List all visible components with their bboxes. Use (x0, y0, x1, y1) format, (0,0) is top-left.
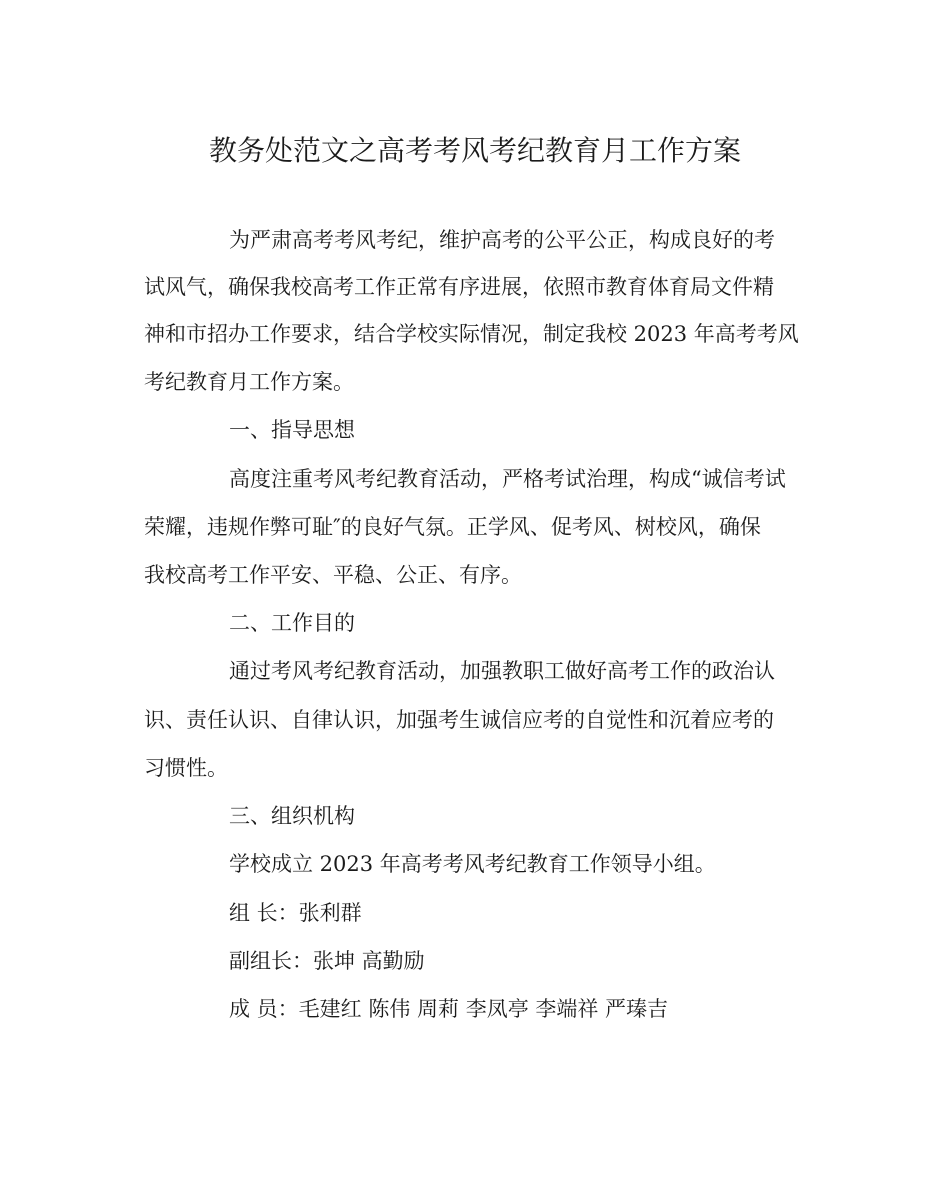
section-heading-work-goals: 二、工作目的 (229, 611, 355, 635)
team-deputy-line: 副组长：张坤 高勤励 (229, 949, 425, 973)
section1-line-3: 我校高考工作平安、平稳、公正、有序。 (144, 563, 522, 587)
document-title: 教务处范文之高考考风考纪教育月工作方案 (208, 134, 741, 167)
section1-line-2: 荣耀，违规作弊可耻″的良好气氛。正学风、促考风、树校风，确保 (144, 515, 761, 539)
section-heading-guiding-ideology: 一、指导思想 (229, 418, 355, 442)
intro-line-4: 考纪教育月工作方案。 (144, 370, 354, 394)
section3-intro: 学校成立 2023 年高考考风考纪教育工作领导小组。 (229, 852, 716, 876)
section2-line-1: 通过考风考纪教育活动，加强教职工做好高考工作的政治认 (229, 659, 775, 683)
intro-line-1: 为严肃高考考风考纪，维护高考的公平公正，构成良好的考 (229, 228, 775, 252)
intro-line-3: 神和市招办工作要求，结合学校实际情况，制定我校 2023 年高考考风 (144, 322, 799, 346)
section-heading-organization: 三、组织机构 (229, 804, 355, 828)
section2-line-3: 习惯性。 (144, 756, 228, 780)
section2-line-2: 识、责任认识、自律认识，加强考生诚信应考的自觉性和沉着应考的 (144, 708, 774, 732)
intro-line-2: 试风气，确保我校高考工作正常有序进展，依照市教育体育局文件精 (144, 275, 774, 299)
section1-line-1: 高度注重考风考纪教育活动，严格考试治理，构成“诚信考试 (229, 467, 786, 491)
team-members-line: 成 员：毛建红 陈伟 周莉 李凤亭 李端祥 严瑧吉 (229, 997, 669, 1021)
team-leader-line: 组 长：张利群 (229, 901, 362, 925)
